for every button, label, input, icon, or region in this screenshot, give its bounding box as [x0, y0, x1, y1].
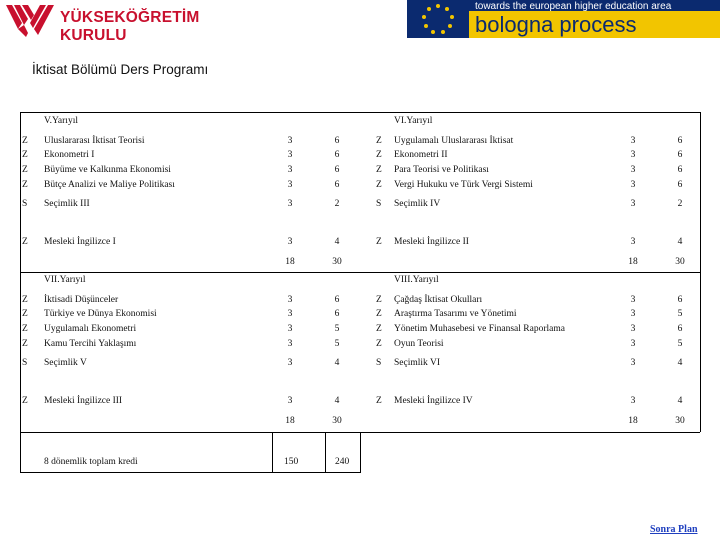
course-credit: 3	[630, 136, 636, 146]
semester-total-ects: 30	[675, 257, 685, 267]
course-name: Bütçe Analizi ve Maliye Politikası	[44, 180, 175, 190]
course-credit: 3	[630, 165, 636, 175]
course-type: Z	[376, 339, 382, 349]
semester-total-credit: 18	[285, 257, 295, 267]
semester-total-ects: 30	[332, 416, 342, 426]
course-type: Z	[376, 136, 382, 146]
course-ects: 5	[677, 309, 683, 319]
course-credit: 3	[287, 165, 293, 175]
course-name: Türkiye ve Dünya Ekonomisi	[44, 309, 157, 319]
frame-left	[20, 112, 21, 272]
course-credit: 3	[630, 396, 636, 406]
course-name: Seçimlik III	[44, 199, 90, 209]
course-name: Kamu Tercihi Yaklaşımı	[44, 339, 137, 349]
course-ects: 6	[334, 136, 340, 146]
course-credit: 3	[287, 309, 293, 319]
course-credit: 3	[630, 180, 636, 190]
frame-top	[20, 112, 700, 113]
semester-title: VI.Yarıyıl	[394, 116, 433, 126]
course-type: Z	[376, 309, 382, 319]
course-credit: 3	[630, 295, 636, 305]
yok-name: YÜKSEKÖĞRETİM KURULU	[60, 9, 200, 44]
total-credits-c2: 240	[335, 457, 350, 467]
course-ects: 6	[677, 136, 683, 146]
course-type: Z	[376, 180, 382, 190]
course-name: Ekonometri II	[394, 150, 448, 160]
course-name: Mesleki İngilizce IV	[394, 396, 473, 406]
course-type: Z	[376, 396, 382, 406]
course-credit: 3	[287, 324, 293, 334]
course-name: Uygulamalı Ekonometri	[44, 324, 137, 334]
course-name: Büyüme ve Kalkınma Ekonomisi	[44, 165, 171, 175]
course-ects: 4	[677, 237, 683, 247]
semester-title: V.Yarıyıl	[44, 116, 78, 126]
course-name: Oyun Teorisi	[394, 339, 444, 349]
semester-total-ects: 30	[675, 416, 685, 426]
course-type: Z	[22, 309, 28, 319]
semester-total-credit: 18	[628, 416, 638, 426]
course-name: Çağdaş İktisat Okulları	[394, 295, 483, 305]
course-ects: 6	[677, 150, 683, 160]
course-credit: 3	[630, 199, 636, 209]
course-ects: 6	[677, 165, 683, 175]
frame-total-div1	[272, 432, 273, 473]
frame-mid-1	[20, 272, 700, 273]
bologna-name: bologna process	[475, 12, 637, 37]
semester-total-credit: 18	[285, 416, 295, 426]
course-credit: 3	[287, 339, 293, 349]
course-name: Seçimlik V	[44, 358, 87, 368]
course-name: Mesleki İngilizce I	[44, 237, 116, 247]
course-credit: 3	[287, 237, 293, 247]
semester-title: VII.Yarıyıl	[44, 275, 86, 285]
course-type: Z	[376, 295, 382, 305]
course-ects: 6	[677, 180, 683, 190]
yok-logo	[4, 3, 224, 44]
frame-left-2	[20, 272, 21, 472]
total-credits-label: 8 dönemlik toplam kredi	[44, 457, 138, 467]
course-credit: 3	[630, 237, 636, 247]
course-name: Yönetim Muhasebesi ve Finansal Raporlama	[394, 324, 565, 334]
course-ects: 6	[334, 150, 340, 160]
course-name: Vergi Hukuku ve Türk Vergi Sistemi	[394, 180, 533, 190]
course-type: Z	[376, 150, 382, 160]
next-plan-link[interactable]: Sonra Plan	[650, 524, 698, 535]
course-credit: 3	[287, 150, 293, 160]
frame-total-bottom	[20, 472, 360, 473]
course-type: S	[22, 199, 28, 209]
course-ects: 5	[334, 324, 340, 334]
course-type: Z	[22, 237, 28, 247]
course-type: S	[376, 358, 382, 368]
semester-total-credit: 18	[628, 257, 638, 267]
frame-right-2	[700, 272, 701, 432]
course-type: S	[376, 199, 382, 209]
course-credit: 3	[630, 358, 636, 368]
course-type: Z	[22, 165, 28, 175]
course-credit: 3	[287, 358, 293, 368]
course-ects: 5	[334, 339, 340, 349]
semester-total-ects: 30	[332, 257, 342, 267]
course-ects: 6	[677, 324, 683, 334]
course-credit: 3	[287, 396, 293, 406]
course-credit: 3	[630, 309, 636, 319]
bologna-tagline: towards the european higher education area	[475, 1, 672, 12]
course-ects: 4	[334, 237, 340, 247]
course-name: Uygulamalı Uluslararası İktisat	[394, 136, 514, 146]
frame-right	[700, 112, 701, 272]
course-type: Z	[22, 339, 28, 349]
course-name: Araştırma Tasarımı ve Yönetimi	[394, 309, 517, 319]
total-credits-c1: 150	[284, 457, 299, 467]
course-name: Mesleki İngilizce II	[394, 237, 469, 247]
course-ects: 6	[677, 295, 683, 305]
course-ects: 5	[677, 339, 683, 349]
semester-title: VIII.Yarıyıl	[394, 275, 439, 285]
course-type: Z	[376, 165, 382, 175]
course-name: Mesleki İngilizce III	[44, 396, 123, 406]
course-ects: 4	[334, 358, 340, 368]
course-credit: 3	[630, 339, 636, 349]
course-type: Z	[22, 180, 28, 190]
course-type: Z	[376, 237, 382, 247]
course-credit: 3	[287, 180, 293, 190]
course-name: Seçimlik IV	[394, 199, 441, 209]
course-name: Uluslararası İktisat Teorisi	[44, 136, 145, 146]
course-type: Z	[22, 150, 28, 160]
course-name: Seçimlik VI	[394, 358, 441, 368]
course-ects: 2	[334, 199, 340, 209]
yok-emblem-icon	[4, 3, 56, 39]
course-credit: 3	[630, 324, 636, 334]
frame-total-div2	[325, 432, 326, 473]
course-type: S	[22, 358, 28, 368]
course-ects: 6	[334, 165, 340, 175]
course-credit: 3	[287, 136, 293, 146]
course-type: Z	[22, 295, 28, 305]
course-ects: 2	[677, 199, 683, 209]
course-ects: 6	[334, 295, 340, 305]
course-name: Para Teorisi ve Politikası	[394, 165, 489, 175]
course-name: İktisadi Düşünceler	[44, 295, 119, 305]
course-type: Z	[22, 136, 28, 146]
course-ects: 6	[334, 309, 340, 319]
course-credit: 3	[287, 199, 293, 209]
course-credit: 3	[630, 150, 636, 160]
course-ects: 6	[334, 180, 340, 190]
course-ects: 4	[677, 396, 683, 406]
page-title: İktisat Bölümü Ders Programı	[32, 62, 209, 77]
course-ects: 4	[334, 396, 340, 406]
course-type: Z	[22, 396, 28, 406]
course-credit: 3	[287, 295, 293, 305]
course-type: Z	[376, 324, 382, 334]
bologna-banner	[407, 0, 720, 38]
course-name: Ekonometri I	[44, 150, 95, 160]
course-ects: 4	[677, 358, 683, 368]
frame-total-right	[360, 432, 361, 473]
course-type: Z	[22, 324, 28, 334]
